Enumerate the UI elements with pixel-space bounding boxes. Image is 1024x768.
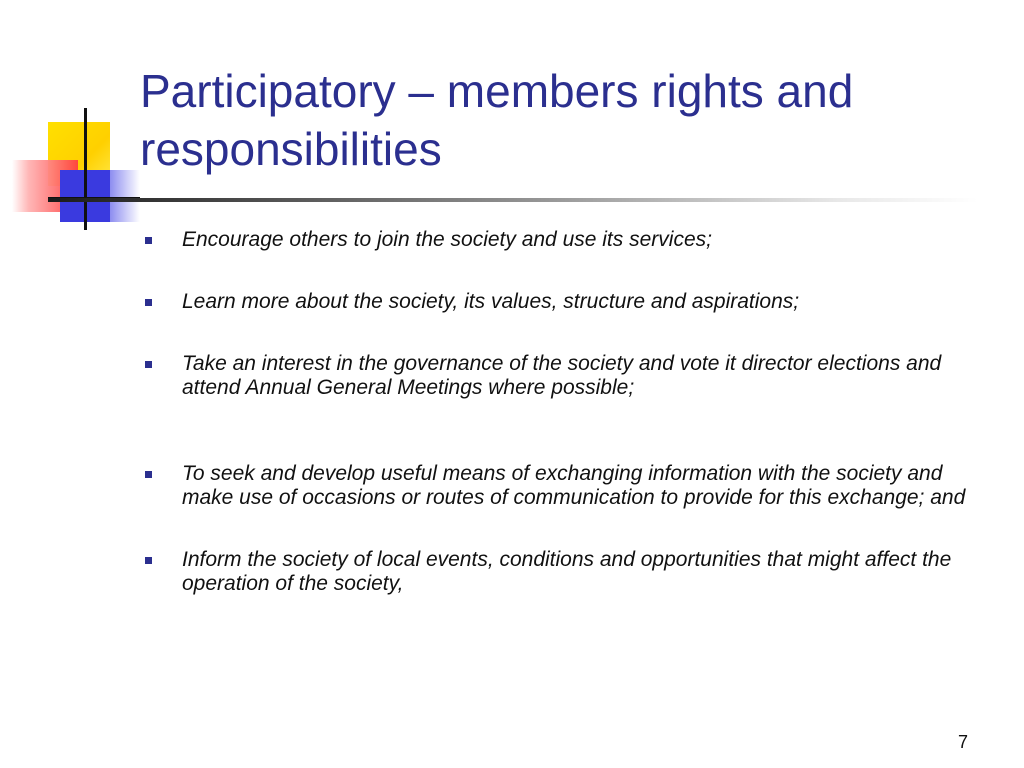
bullet-text: Inform the society of local events, conditions and opportunities that might affect the operation of the society, — [182, 548, 952, 595]
bullet-item — [140, 462, 990, 510]
bullet-list — [140, 228, 990, 596]
page-number: 7 — [957, 732, 968, 752]
bullet-text: Encourage others to join the society and use its services; — [182, 228, 712, 251]
bullet-item — [140, 228, 990, 252]
bullet-item — [140, 548, 990, 596]
bullet-square-icon — [145, 471, 152, 478]
bullet-text: To seek and develop useful means of exchanging information with the society and make use of occasions or routes of communication to provide for this exchange; and — [182, 462, 966, 509]
bullet-square-icon — [145, 557, 152, 564]
blue-fade-shape — [110, 170, 140, 222]
decorative-logo-graphic — [0, 100, 140, 230]
bullet-item — [140, 290, 990, 314]
bullet-text: Take an interest in the governance of the society and vote it director elections and attend Annual General Meetings where possible; — [182, 352, 942, 399]
bullet-square-icon — [145, 299, 152, 306]
slide-title: Participatory – members rights and responsibilities — [140, 65, 854, 175]
title-divider — [48, 198, 978, 202]
bullet-square-icon — [145, 237, 152, 244]
vertical-line — [84, 108, 87, 230]
bullet-text: Learn more about the society, its values, structure and aspirations; — [182, 290, 800, 313]
bullet-square-icon — [145, 361, 152, 368]
bullet-item — [140, 352, 990, 400]
